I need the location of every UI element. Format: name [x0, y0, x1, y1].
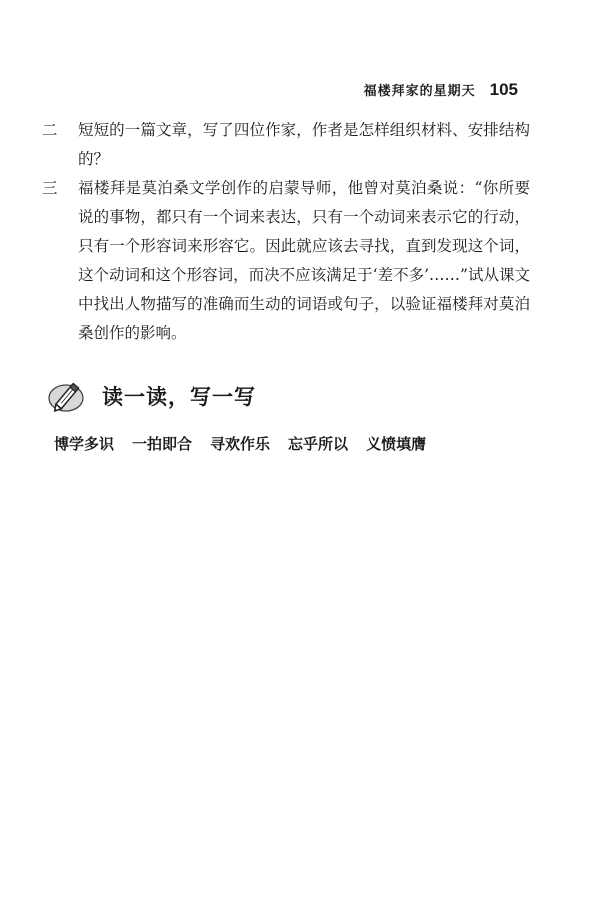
- exercise-item: [40, 116, 530, 174]
- exercise-text: 福楼拜是莫泊桑文学创作的启蒙导师，他曾对莫泊桑说：“你所要说的事物，都只有一个词来表达，只有一个动词来表示它的行动，只有一个形容词来形容它。因此就应该去寻找，直到发现这个词，这个动词和这个形容词，而决不应该满足于‘差不多’……”试从课文中找出人物描写的准确而生动的词语或句子，以验证福楼拜对莫泊桑创作的影响。: [78, 179, 530, 342]
- word-list: [54, 433, 426, 454]
- exercise-item: [40, 174, 530, 348]
- exercise-number: 三: [42, 179, 58, 197]
- vocab-word: 寻欢作乐: [210, 435, 271, 453]
- vocab-word: 博学多识: [54, 435, 115, 453]
- vocab-word: 忘乎所以: [288, 435, 349, 453]
- exercise-text: 短短的一篇文章，写了四位作家，作者是怎样组织材料、安排结构的？: [78, 121, 530, 168]
- vocab-word: 一拍即合: [132, 435, 193, 453]
- running-title: 福楼拜家的星期天: [363, 84, 476, 99]
- section-header: [46, 374, 256, 418]
- running-head: [364, 80, 518, 100]
- section-title: 读一读，写一写: [102, 385, 256, 409]
- exercise-list: [40, 116, 530, 348]
- page-number: 105: [489, 80, 518, 99]
- vocab-word: 义愤填膺: [366, 435, 427, 453]
- pencil-icon: [46, 374, 90, 418]
- exercise-number: 二: [42, 121, 58, 139]
